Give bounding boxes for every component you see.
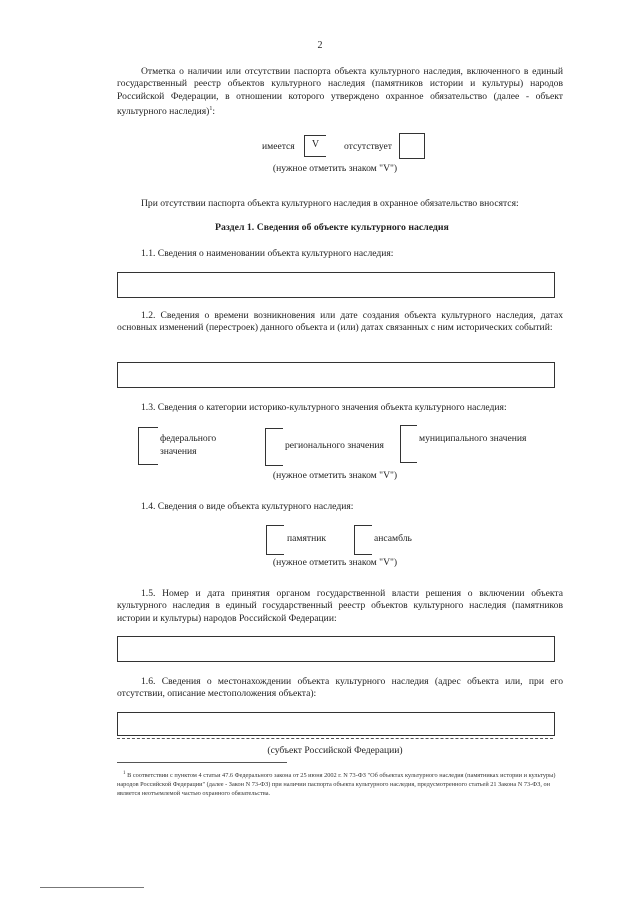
passport-intro-text: Отметка о наличии или отсутствии паспорта объекта культурного наследия, включенного в единый государственный реестр объектов культурного наследия (памятников истории и культуры) народов Российской Федерации, в отношении которого утверждено охранное обязательство (далее - объект культурного наследия) [117,66,563,118]
s1-4-label: 1.4. Сведения о виде объекта культурного наследия: [141,501,354,512]
s1-4-monument-label: памятник [287,533,326,544]
s1-4-hint: (нужное отметить знаком "V") [272,557,398,568]
page-number: 2 [317,40,323,51]
s1-3-federal-label-1: федерального [160,433,217,444]
s1-3-label: 1.3. Сведения о категории историко-культурного значения объекта культурного наследия: [141,402,507,413]
s1-3-federal-checkbox[interactable] [138,427,158,465]
s1-5-label: 1.5. Номер и дата принятия органом государственной власти решения о включении объекта культурного наследия в единый государственный реестр объектов культурного наследия (памятников истории и культуры) народов Российской Федерации: [117,588,563,624]
s1-1-label: 1.1. Сведения о наименовании объекта культурного наследия: [141,248,394,259]
footnote [117,770,563,798]
s1-3-federal-label-2: значения [160,446,197,457]
s1-4-ensemble-label: ансамбль [374,533,412,544]
s1-1-field[interactable] [117,272,555,298]
s1-3-regional-label: регионального значения [285,440,384,451]
footnote-text: В соответствии с пунктом 4 статьи 47.6 Федерального закона от 25 июня 2002 г. N 73-ФЗ "Об объектах культурного наследия (памятниках истории и культуры) народов Российской Федерации" (далее - Закон N 73-ФЗ) при наличии паспорта объекта культурного наследия, предусмотренного статьей 21 Закона N 73-ФЗ, он является неотъемлемой частью охранного обязательства. [117,772,556,797]
passport-intro [117,66,563,119]
footnote-separator [117,762,287,763]
passport-present-label: имеется [262,141,295,152]
s1-2-field[interactable] [117,362,555,388]
bottom-scan-line [40,887,144,888]
s1-2-label: 1.2. Сведения о времени возникновения или дате создания объекта культурного наследия, датах основных изменений (перестроек) данного объекта и (или) датах связанных с ним исторических событий: [117,310,563,334]
footnote-ref: 1 [209,106,213,113]
s1-3-hint: (нужное отметить знаком "V") [272,470,398,481]
section-title: Раздел 1. Сведения об объекте культурного наследия [215,222,449,233]
absence-note: При отсутствии паспорта объекта культурного наследия в охранное обязательство вносятся: [141,198,519,209]
s1-3-municipal-label: муниципального значения [419,433,527,444]
passport-present-checkbox[interactable] [304,135,326,157]
s1-3-municipal-checkbox[interactable] [400,425,417,463]
s1-4-monument-checkbox[interactable] [266,525,284,555]
s1-3-regional-checkbox[interactable] [265,428,283,466]
footnote-number: 1 [123,771,126,776]
passport-absent-label: отсутствует [344,141,392,152]
passport-intro-colon: : [212,106,216,118]
s1-6-label: 1.6. Сведения о местонахождении объекта культурного наследия (адрес объекта или, при его отсутствии, описание местоположения объекта): [117,676,563,700]
passport-present-mark: V [311,139,320,150]
s1-6-field[interactable] [117,712,555,736]
s1-5-field[interactable] [117,636,555,662]
s1-6-subject-caption: (субъект Российской Федерации) [267,745,403,756]
s1-4-ensemble-checkbox[interactable] [354,525,372,555]
passport-hint: (нужное отметить знаком "V") [272,163,398,174]
s1-6-divider [117,738,553,739]
passport-absent-checkbox[interactable] [399,133,425,159]
